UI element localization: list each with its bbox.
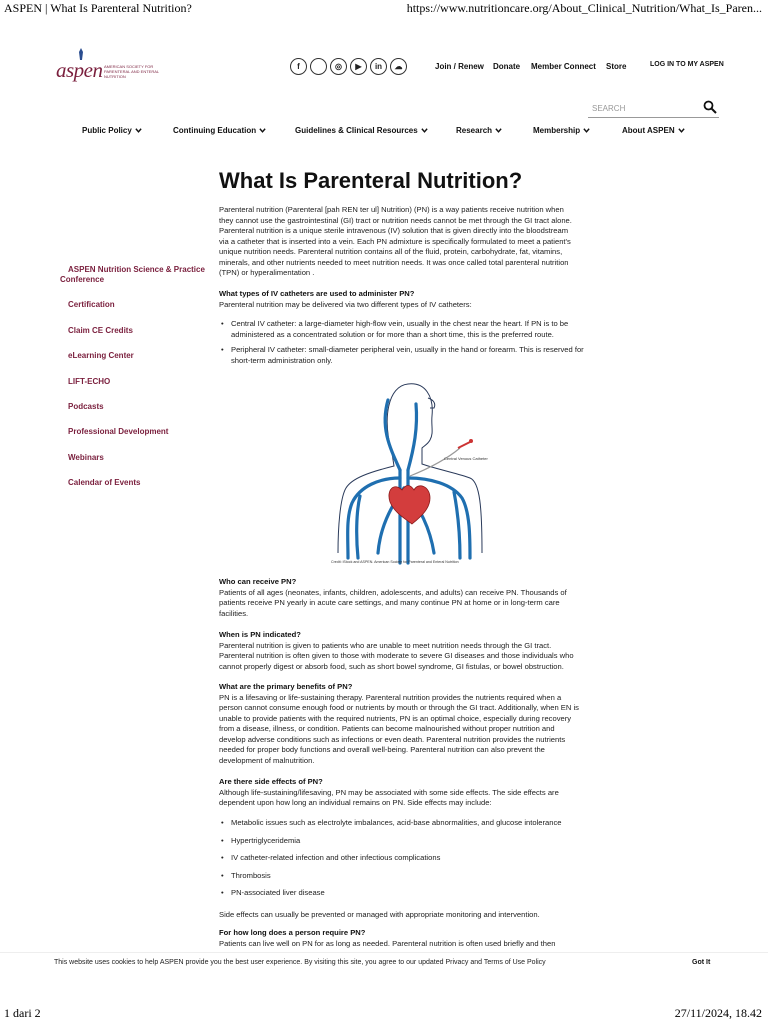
donate-link[interactable]: Donate	[493, 62, 521, 71]
page-title: What Is Parenteral Nutrition?	[219, 168, 523, 193]
answer-text: Although life-sustaining/lifesaving, PN may be associated with some side effects. The side effects are dependent upon how long an individual remains on PN. Side effects may include:	[219, 787, 559, 807]
nav-label: Public Policy	[82, 126, 132, 135]
youtube-icon[interactable]: ▶	[350, 58, 367, 75]
cookie-banner	[0, 952, 768, 977]
social-links	[290, 58, 407, 76]
answer-text: Parenteral nutrition may be delivered via two different types of IV catheters:	[219, 299, 472, 309]
intro-paragraph: Parenteral nutrition (Parenteral [pah REN ter ul] Nutrition) (PN) is a way patients receive nutrition when they cannot use the gastrointestinal (GI) tract or nutrition needs cannot be met through the GI tract alone. Parenteral nutrition is a unique sterile intravenous (IV) solution that is given directly into the bloodstream via a catheter that is inserted into a vein. Each PN admixture is specifically formulated to meet a patient's unique nutrition needs. Parenteral nutrition contains all of the fluid, protein, carbohydrate, fat, vitamins, minerals, and other nutrients needed to meet nutrition needs. It was once called total parenteral nutrition (TPN) or hyperalimentation .	[219, 205, 572, 277]
print-header	[0, 0, 768, 18]
login-link[interactable]: LOG IN TO MY ASPEN	[650, 61, 724, 68]
sidebar-item-lift-echo[interactable]: LIFT-ECHO	[68, 377, 111, 386]
nav-membership[interactable]	[533, 126, 590, 135]
soundcloud-icon[interactable]: ☁	[390, 58, 407, 75]
diagram-credit: Credit: iStock and ASPEN. American Society for Parenteral and Enteral Nutrition	[331, 560, 459, 564]
nav-about-aspen[interactable]	[622, 126, 685, 135]
sidebar-item-certification[interactable]: Certification	[68, 300, 115, 309]
answer-text: Patients of all ages (neonates, infants, children, adolescents, and adults) can receive PN. Thousands of patients receive PN yearly in acute care settings, and many continue PN at home or in long-term care facilities.	[219, 587, 567, 618]
nav-guidelines[interactable]	[295, 126, 428, 135]
central-venous-catheter-diagram	[330, 378, 492, 568]
answer-text: PN is a lifesaving or life-sustaining therapy. Parenteral nutrition provides the nutrients required when a person cannot consume enough food or nutrients by mouth or through the GI tract. Additionally, when EN is unable to provide patients with the required nutrients, PN is an optimal choice, especially during recovery from a disease, illness, or condition. Patients can become malnourished without proper nutrition and develop adverse conditions such as infections or even death. Parenteral nutrition provides the nutrients needed for proper body functions and overall well-being. Parenteral nutrition can also prevent the development of malnutrition.	[219, 692, 579, 765]
sidebar-item-webinars[interactable]: Webinars	[68, 453, 104, 462]
sidebar-item-podcasts[interactable]: Podcasts	[68, 402, 104, 411]
answer-text: Patients can live well on PN for as long as needed. Parenteral nutrition is often used briefly and then	[219, 938, 556, 948]
list-item: • Metabolic issues such as electrolyte imbalances, acid-base abnormalities, and glucose intolerance	[219, 818, 584, 829]
nav-research[interactable]	[456, 126, 502, 135]
nav-public-policy[interactable]	[82, 126, 142, 135]
facebook-icon[interactable]: f	[290, 58, 307, 75]
chevron-down-icon	[495, 127, 502, 134]
chevron-down-icon	[421, 127, 428, 134]
list-item: • Thrombosis	[219, 871, 584, 882]
sidebar-item-elearning[interactable]: eLearning Center	[68, 351, 134, 360]
logo-subtitle: AMERICAN SOCIETY FOR PARENTERAL AND ENTERAL NUTRITION	[104, 64, 159, 79]
question-heading: Are there side effects of PN?	[219, 777, 323, 786]
side-effects-list	[219, 818, 584, 899]
chevron-down-icon	[583, 127, 590, 134]
question-heading: Who can receive PN?	[219, 577, 297, 586]
chevron-down-icon	[259, 127, 266, 134]
blank-icon[interactable]	[310, 58, 327, 75]
list-item: • Hypertriglyceridemia	[219, 836, 584, 847]
sidebar-item-conference[interactable]: ASPEN Nutrition Science & Practice Conference	[60, 265, 205, 284]
print-footer	[0, 1004, 768, 1024]
got-it-button[interactable]: Got It	[692, 959, 711, 966]
section-when	[219, 630, 579, 672]
nav-continuing-education[interactable]	[173, 126, 266, 135]
question-heading: When is PN indicated?	[219, 630, 301, 639]
list-item: • IV catheter-related infection and other infectious complications	[219, 853, 584, 864]
search-box	[588, 98, 719, 118]
store-link[interactable]: Store	[606, 62, 627, 71]
print-url: https://www.nutritioncare.org/About_Clinical_Nutrition/What_Is_Paren...	[406, 1, 762, 15]
section-benefits	[219, 682, 579, 766]
sidebar-item-professional-development[interactable]: Professional Development	[68, 427, 169, 436]
print-page-number: 1 dari 2	[4, 1006, 41, 1020]
nav-label: Research	[456, 126, 493, 135]
answer-text: Parenteral nutrition is given to patients who are unable to meet nutrition needs through the GI tract. Parenteral nutrition is often given to those with moderate to severe GI diseases and those individuals who cannot properly digest or absorb food, such as short bowel syndrome, GI fistulas, or bowel obstruction.	[219, 640, 574, 671]
section-side-effects	[219, 777, 579, 809]
catheter-list	[219, 319, 584, 366]
question-heading: What types of IV catheters are used to administer PN?	[219, 289, 415, 298]
question-heading: What are the primary benefits of PN?	[219, 682, 353, 691]
join-renew-link[interactable]: Join / Renew	[435, 62, 484, 71]
sidebar-item-calendar[interactable]: Calendar of Events	[68, 478, 141, 487]
chevron-down-icon	[135, 127, 142, 134]
instagram-icon[interactable]: ◎	[330, 58, 347, 75]
question-heading: For how long does a person require PN?	[219, 928, 366, 937]
member-connect-link[interactable]: Member Connect	[531, 62, 596, 71]
section-who	[219, 577, 579, 619]
diagram-label: Central Venous Catheter	[444, 456, 488, 461]
nav-label: Membership	[533, 126, 581, 135]
linkedin-icon[interactable]: in	[370, 58, 387, 75]
search-icon[interactable]	[703, 100, 717, 114]
print-datetime: 27/11/2024, 18.42	[674, 1006, 762, 1020]
nav-label: Continuing Education	[173, 126, 257, 135]
nav-label: Guidelines & Clinical Resources	[295, 126, 418, 135]
list-item: • PN-associated liver disease	[219, 888, 584, 899]
chevron-down-icon	[678, 127, 685, 134]
nav-label: About ASPEN	[622, 126, 675, 135]
search-input[interactable]	[588, 100, 701, 117]
aspen-logo[interactable]	[54, 48, 174, 82]
section-catheter-types	[219, 289, 579, 310]
list-item: • Peripheral IV catheter: small-diameter peripheral vein, usually in the hand or forearm. This is reserved for short-term administration only.	[219, 345, 584, 366]
sidebar-item-claim-ce[interactable]: Claim CE Credits	[68, 326, 133, 335]
side-effects-note: Side effects can usually be prevented or managed with appropriate monitoring and intervention.	[219, 910, 540, 919]
cookie-text: This website uses cookies to help ASPEN provide you the best user experience. By visiting this site, you agree to our updated Privacy and Terms of Use Policy	[54, 959, 546, 966]
print-title: ASPEN | What Is Parenteral Nutrition?	[4, 1, 192, 15]
list-item: • Central IV catheter: a large-diameter high-flow vein, usually in the chest near the heart. If PN is to be administered as a concentrated solution or for more than a short time, this is the preferred route.	[219, 319, 584, 340]
section-duration	[219, 928, 579, 948]
logo-wordmark: aspen	[56, 58, 103, 82]
